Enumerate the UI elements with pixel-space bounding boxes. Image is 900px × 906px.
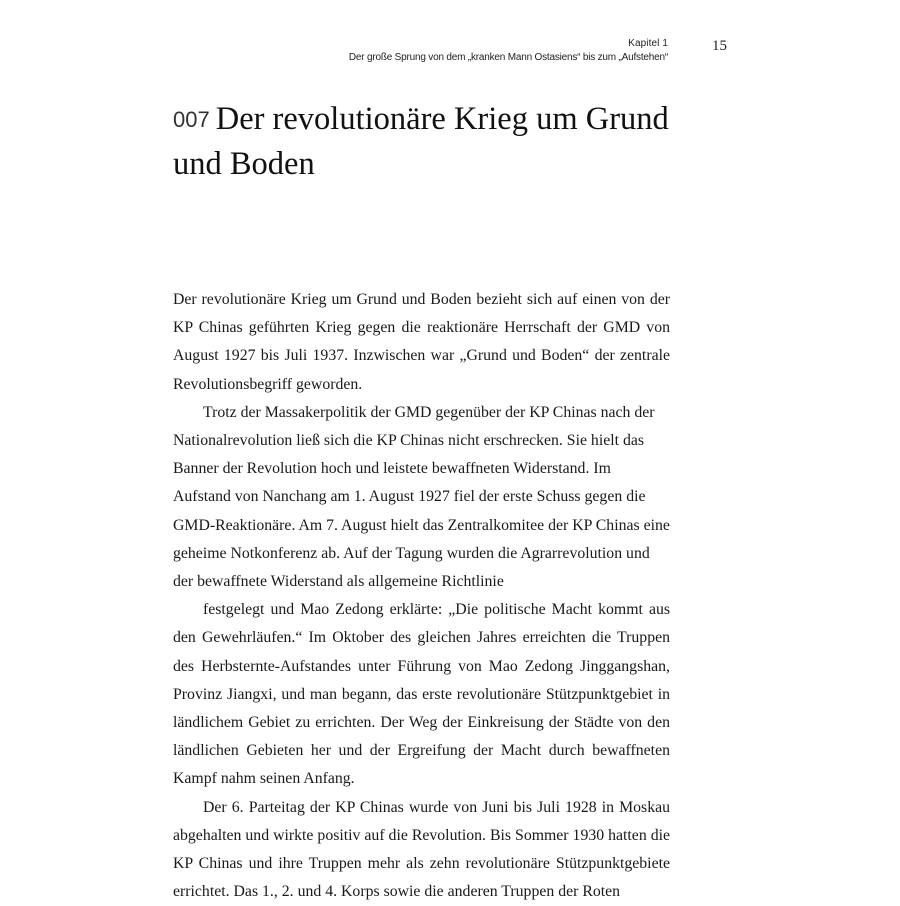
running-head-chapter: Kapitel 1 <box>628 38 668 49</box>
paragraph: festgelegt und Mao Zedong erklärte: „Die politische Macht kommt aus den Gewehrläufen.“ Im Oktober des gleichen Jahres erreichten die Truppen des Herbsternte-Aufstandes unter Führung von Mao Zedong Jinggangshan, Provinz Jiangxi, und man begann, das erste revolutionäre Stützpunktgebiet in ländlichem Gebiet zu errichten. Der Weg der Einkreisung der Städte von den ländlichen Gebieten her und der Ergreifung der Macht durch bewaffneten Kampf nahm seinen Anfang. <box>173 601 670 788</box>
section-title-text: Der revolutionäre Krieg um Grund und Boden <box>173 101 669 182</box>
running-head <box>349 37 668 65</box>
running-head-subtitle: Der große Sprung von dem „kranken Mann Ostasiens“ bis zum „Aufstehen“ <box>348 52 668 63</box>
body-text <box>173 286 670 906</box>
page-number: 15 <box>712 38 727 54</box>
paragraph: Der 6. Parteitag der KP Chinas wurde von Juni bis Juli 1928 in Moskau abgehalten und wirkte positiv auf die Revolution. Bis Sommer 1930 hatten die KP Chinas und ihre Truppen mehr als zehn revolutionäre Stützpunktgebiete errichtet. Das 1., 2. und 4. Korps sowie die anderen Truppen der Roten <box>173 798 670 901</box>
paragraph: Trotz der Massakerpolitik der GMD gegenüber der KP Chinas nach der Nationalrevolution ließ sich die KP Chinas nicht erschrecken. Sie hielt das Banner der Revolution hoch und leistete bewaffneten Widerstand. Im Aufstand von Nanchang am 1. August 1927 fiel der erste Schuss gegen die GMD-Reaktionäre. Am 7. August hielt das Zentralkomitee der KP Chinas eine geheime Notkonferenz ab. Auf der Tagung wurden die Agrarrevolution und der bewaffnete Widerstand als allgemeine Richtlinie <box>173 403 670 591</box>
section-title <box>173 98 693 186</box>
section-number: 007 <box>173 107 210 132</box>
paragraph: Der revolutionäre Krieg um Grund und Boden bezieht sich auf einen von der KP Chinas geführten Krieg gegen die reaktionäre Herrschaft der GMD von August 1927 bis Juli 1937. Inzwischen war „Grund und Boden“ der zentrale Revolutionsbegriff geworden. <box>173 291 670 393</box>
